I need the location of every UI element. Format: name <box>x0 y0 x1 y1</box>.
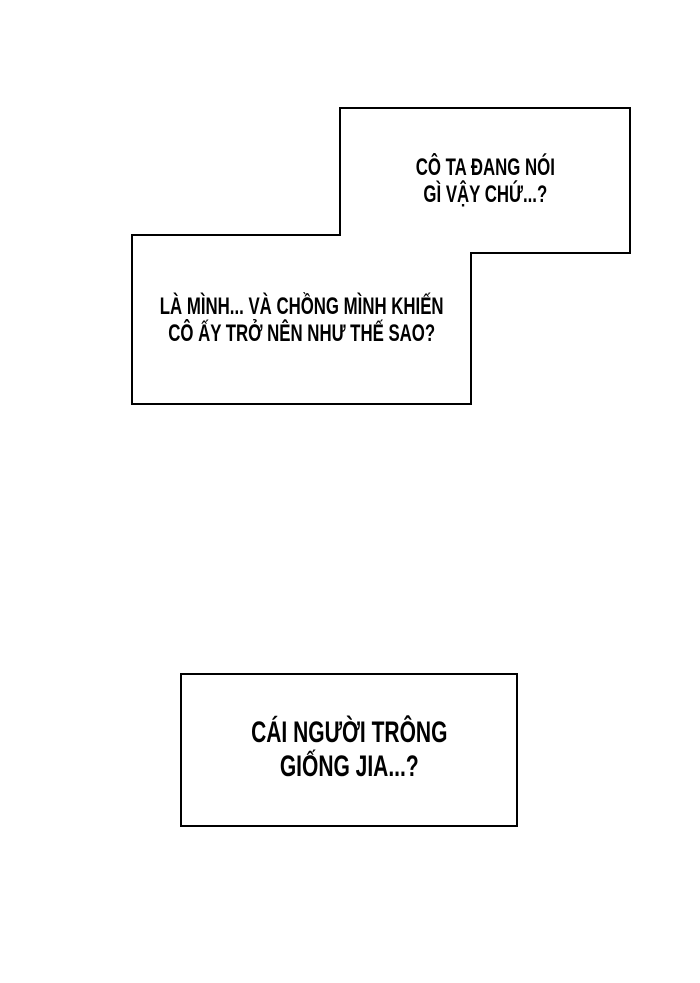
speech-box-union-border <box>132 108 630 404</box>
speech-line: LÀ MÌNH... VÀ CHỒNG MÌNH KHIẾN <box>159 292 444 320</box>
speech-line: GIỐNG JIA...? <box>279 750 419 783</box>
speech-box-bottom-border <box>181 674 517 826</box>
speech-line: CÔ TA ĐANG NÓI <box>415 153 555 181</box>
speech-line: CÔ ẤY TRỞ NÊN NHƯ THẾ SAO? <box>168 319 435 347</box>
speech-line: GÌ VẬY CHỨ...? <box>423 180 547 208</box>
speech-line: CÁI NGƯỜI TRÔNG <box>250 716 448 749</box>
